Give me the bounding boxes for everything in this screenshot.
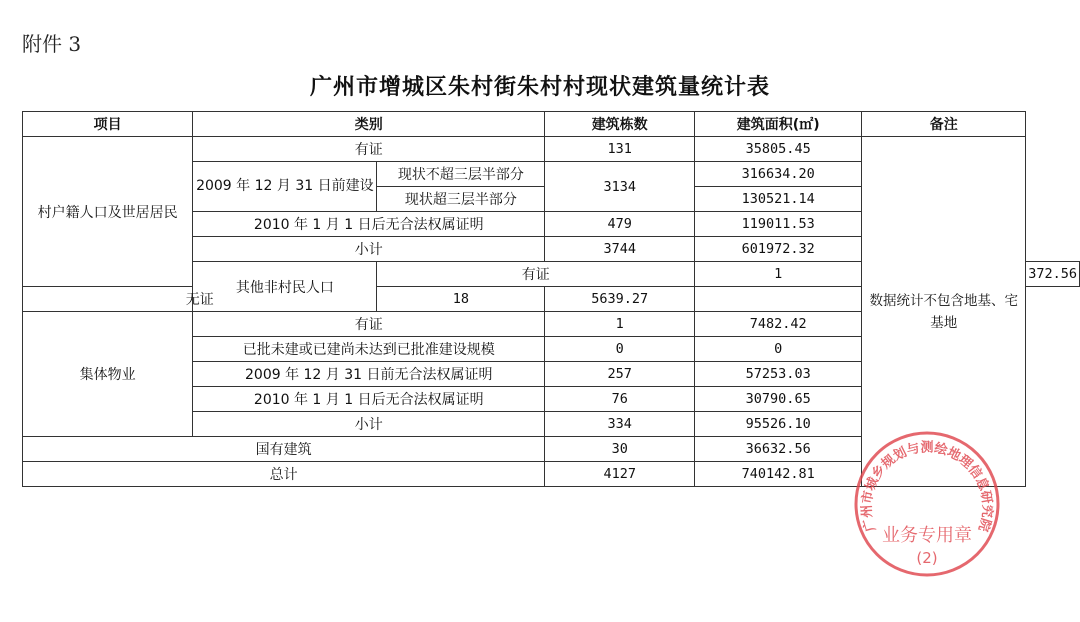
- area-cell: 316634.20: [695, 162, 862, 187]
- count-cell: 257: [545, 362, 695, 387]
- count-cell: 334: [545, 412, 695, 437]
- category-cell: 已批未建或已建尚未达到已批准建设规模: [193, 337, 545, 362]
- count-cell: 18: [377, 287, 545, 312]
- count-cell: 76: [545, 387, 695, 412]
- category-cell: 2010 年 1 月 1 日后无合法权属证明: [193, 387, 545, 412]
- area-cell: 119011.53: [695, 212, 862, 237]
- subcategory-cell: 现状超三层半部分: [377, 187, 545, 212]
- area-cell: 35805.45: [695, 137, 862, 162]
- area-cell: 0: [695, 337, 862, 362]
- attachment-label: 附件 3: [22, 32, 82, 56]
- area-cell: 5639.27: [545, 287, 695, 312]
- category-cell-subtotal: 小计: [193, 237, 545, 262]
- category-cell-pre2009: 2009 年 12 月 31 日前建设: [193, 162, 377, 212]
- area-cell: 95526.10: [695, 412, 862, 437]
- count-cell: 479: [545, 212, 695, 237]
- remark-cell: 数据统计不包含地基、宅基地: [862, 137, 1026, 487]
- category-cell: 有证: [193, 312, 545, 337]
- header-category: 类别: [193, 112, 545, 137]
- seal-number-text: (2): [916, 549, 938, 567]
- area-cell: 601972.32: [695, 237, 862, 262]
- category-cell: 有证: [377, 262, 695, 287]
- category-cell-state-owned: 国有建筑: [23, 437, 545, 462]
- group-label-non-villagers: 其他非村民人口: [193, 262, 377, 312]
- group-label-villagers: 村户籍人口及世居居民: [23, 137, 193, 287]
- area-cell: 740142.81: [695, 462, 862, 487]
- group-label-collective: 集体物业: [23, 312, 193, 437]
- category-cell-subtotal: 小计: [193, 412, 545, 437]
- category-cell: 2009 年 12 月 31 日前无合法权属证明: [193, 362, 545, 387]
- subcategory-cell: 现状不超三层半部分: [377, 162, 545, 187]
- category-cell: 无证: [23, 287, 377, 312]
- count-cell: 3744: [545, 237, 695, 262]
- count-cell: 131: [545, 137, 695, 162]
- category-cell: 2010 年 1 月 1 日后无合法权属证明: [193, 212, 545, 237]
- area-cell: 7482.42: [695, 312, 862, 337]
- header-remark: 备注: [862, 112, 1026, 137]
- category-cell-total: 总计: [23, 462, 545, 487]
- header-building-count: 建筑栋数: [545, 112, 695, 137]
- area-cell: 36632.56: [695, 437, 862, 462]
- seal-org-text: 广州市城乡规划与测绘地理信息研究院: [859, 440, 995, 534]
- count-cell: 1: [545, 312, 695, 337]
- header-item: 项目: [23, 112, 193, 137]
- category-cell: 有证: [193, 137, 545, 162]
- document-title: 广州市增城区朱村街朱村村现状建筑量统计表: [309, 75, 770, 100]
- count-cell: 30: [545, 437, 695, 462]
- area-cell: 130521.14: [695, 187, 862, 212]
- area-cell: 57253.03: [695, 362, 862, 387]
- seal-dept-text: 业务专用章: [882, 525, 972, 546]
- header-area: 建筑面积(㎡): [695, 112, 862, 137]
- count-cell: 3134: [545, 162, 695, 212]
- area-cell: 372.56: [1026, 262, 1080, 287]
- count-cell: 0: [545, 337, 695, 362]
- count-cell: 1: [695, 262, 862, 287]
- table-row: [23, 137, 1080, 162]
- official-seal: [852, 429, 1002, 579]
- header-row: [23, 112, 1080, 137]
- count-cell: 4127: [545, 462, 695, 487]
- area-cell: 30790.65: [695, 387, 862, 412]
